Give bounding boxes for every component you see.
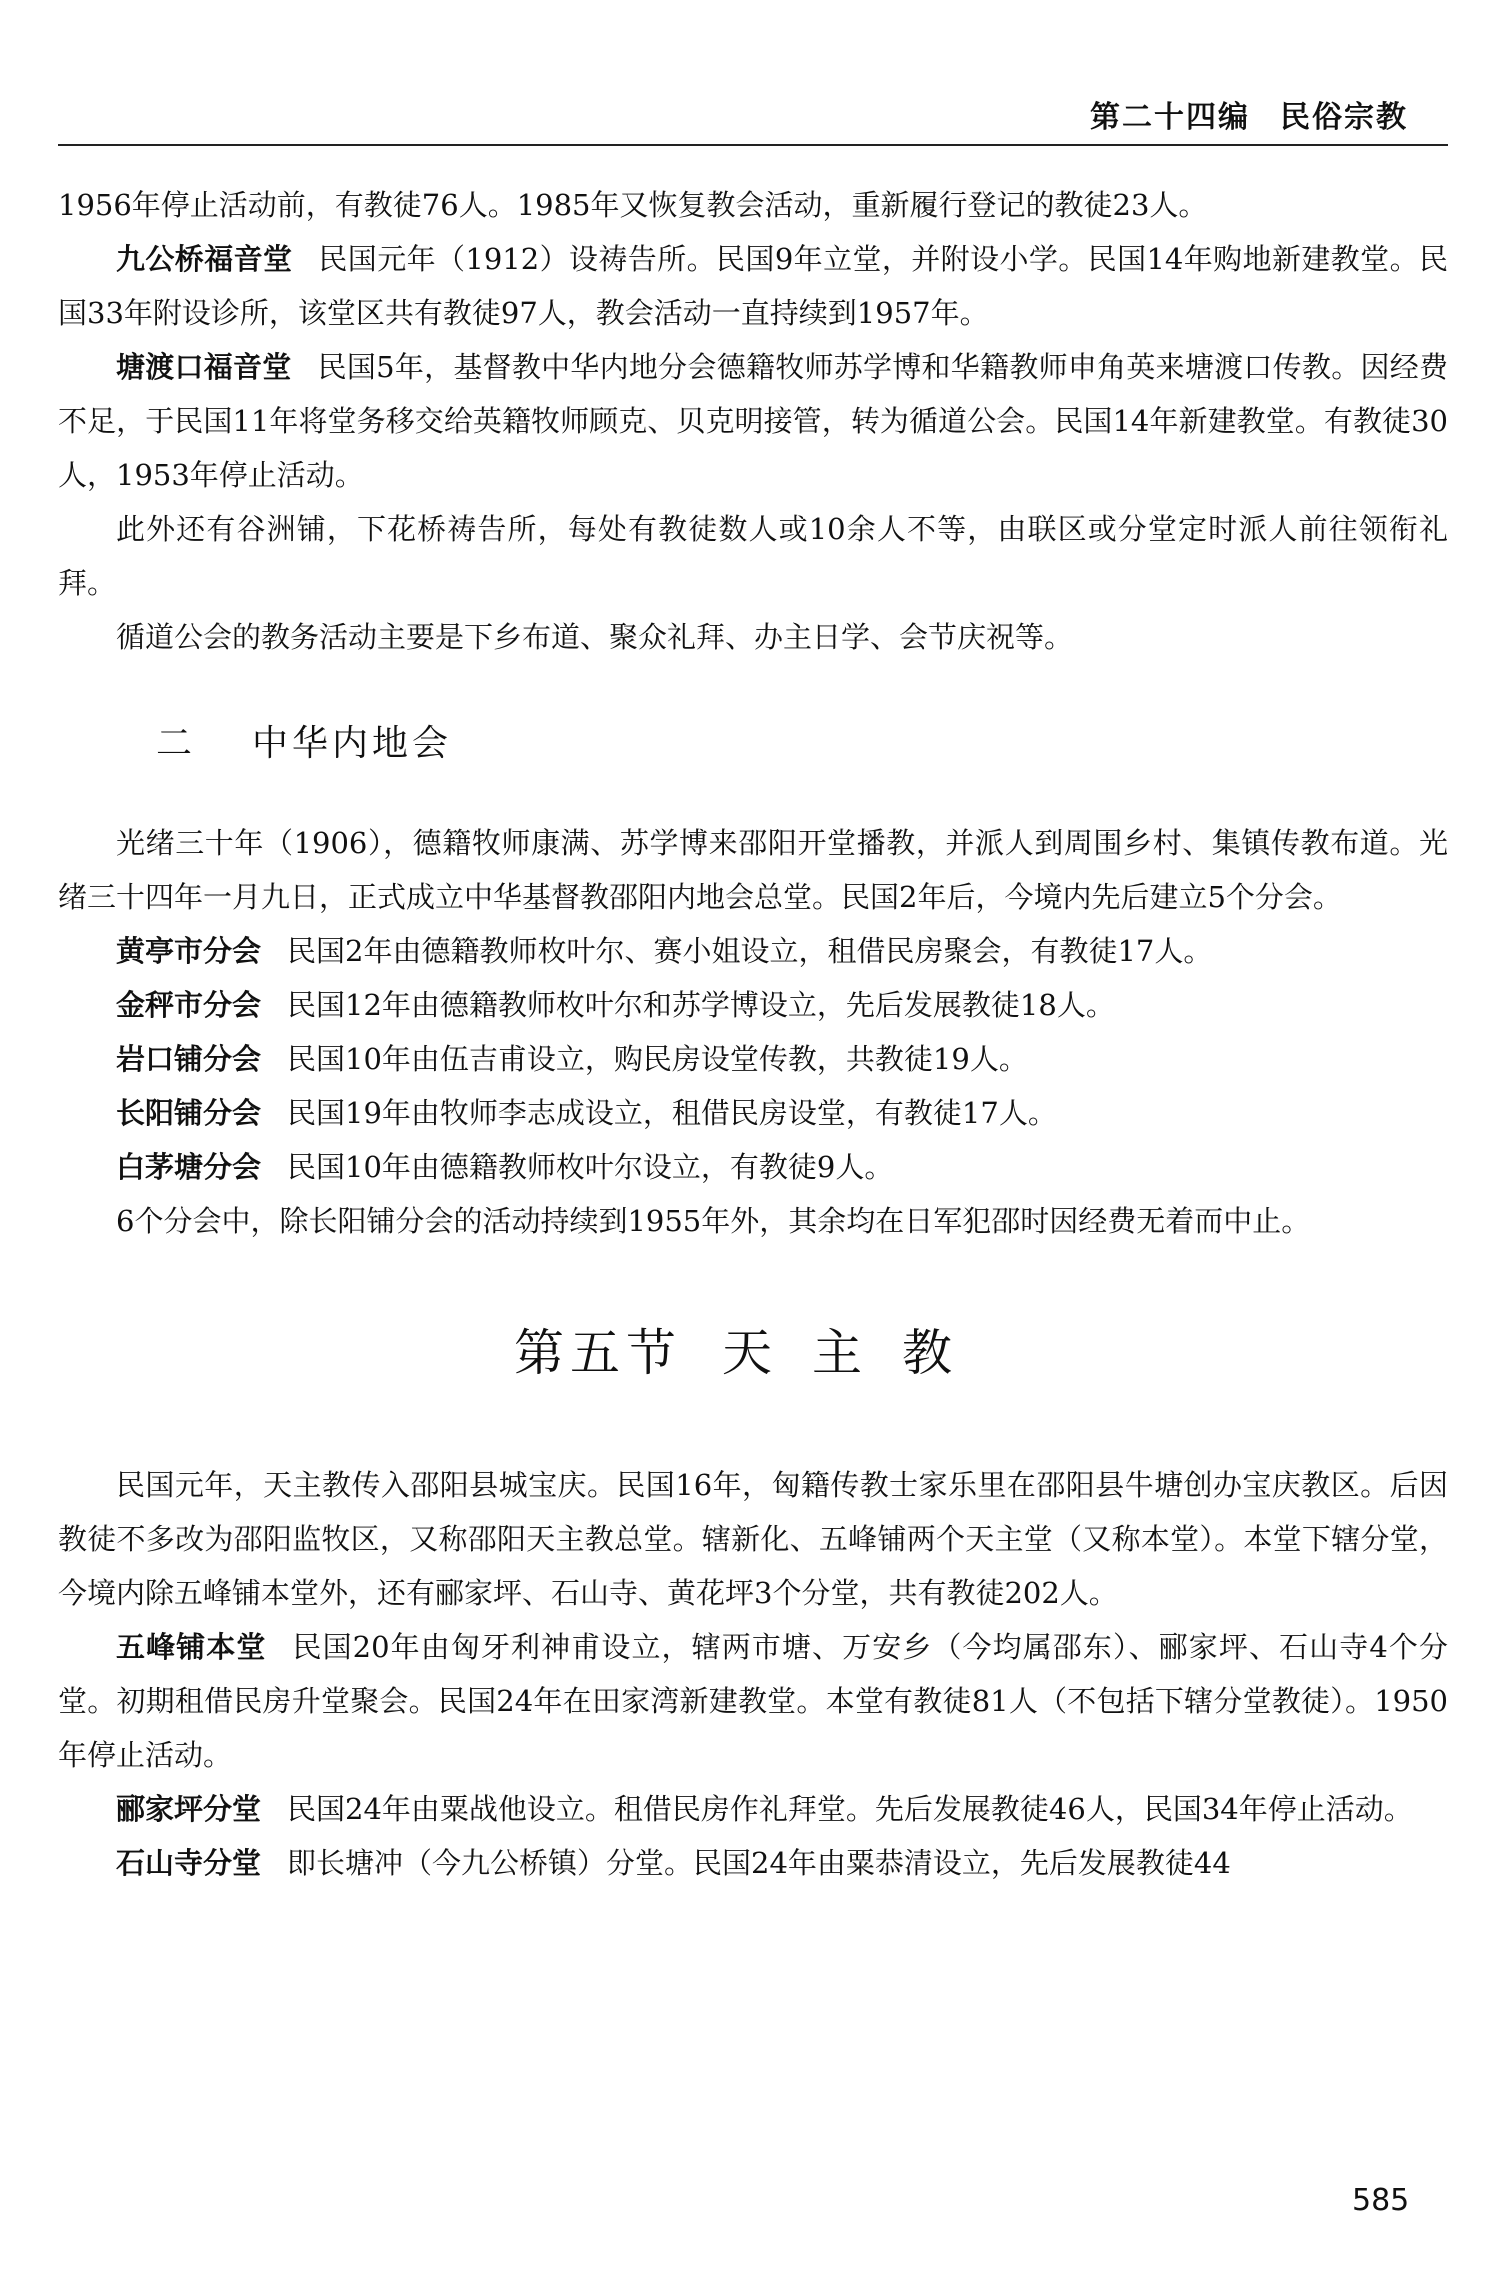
paragraph-heading: 黄亭市分会 bbox=[116, 934, 262, 968]
paragraph bbox=[58, 1620, 1448, 1782]
paragraph bbox=[58, 178, 1448, 232]
paragraph-text: 循道公会的教务活动主要是下乡布道、聚众礼拜、办主日学、会节庆祝等。 bbox=[116, 620, 1074, 654]
paragraph-text: 民国元年，天主教传入邵阳县城宝庆。民国16年，匈籍传教士家乐里在邵阳县牛塘创办宝庆教区。后因教徒不多改为邵阳监牧区，又称邵阳天主教总堂。辖新化、五峰铺两个天主堂（又称本堂）。本堂下辖分堂，今境内除五峰铺本堂外，还有郦家坪、石山寺、黄花坪3个分堂，共有教徒202人。 bbox=[58, 1468, 1448, 1610]
paragraph-text: 民国24年由粟战他设立。租借民房作礼拜堂。先后发展教徒46人，民国34年停止活动。 bbox=[287, 1792, 1413, 1826]
page-body bbox=[58, 178, 1448, 1890]
paragraph-text: 1956年停止活动前，有教徒76人。1985年又恢复教会活动，重新履行登记的教徒23人。 bbox=[58, 188, 1208, 222]
paragraph-heading: 石山寺分堂 bbox=[116, 1846, 262, 1880]
header-part: 第二十四编 bbox=[1090, 100, 1250, 135]
paragraph-text: 民国20年由匈牙利神甫设立，辖两市塘、万安乡（今均属邵东）、郦家坪、石山寺4个分堂。初期租借民房升堂聚会。民国24年在田家湾新建教堂。本堂有教徒81人（不包括下辖分堂教徒）。1950年停止活动。 bbox=[58, 1630, 1448, 1772]
paragraph bbox=[58, 1836, 1448, 1890]
paragraph-heading: 金秤市分会 bbox=[116, 988, 262, 1022]
paragraph-heading: 郦家坪分堂 bbox=[116, 1792, 262, 1826]
header-rule bbox=[58, 144, 1448, 146]
paragraph-heading: 白茅塘分会 bbox=[116, 1150, 262, 1184]
paragraph-text: 民国5年，基督教中华内地分会德籍牧师苏学博和华籍教师申角英来塘渡口传教。因经费不足，于民国11年将堂务移交给英籍牧师顾克、贝克明接管，转为循道公会。民国14年新建教堂。有教徒30人，1953年停止活动。 bbox=[58, 350, 1448, 492]
paragraph-text: 民国2年由德籍教师枚叶尔、赛小姐设立，租借民房聚会，有教徒17人。 bbox=[287, 934, 1213, 968]
paragraph bbox=[58, 232, 1448, 340]
paragraph bbox=[58, 502, 1448, 610]
paragraph-text: 即长塘冲（今九公桥镇）分堂。民国24年由粟恭清设立，先后发展教徒44 bbox=[287, 1846, 1231, 1880]
running-header bbox=[1090, 92, 1408, 136]
paragraph bbox=[58, 1782, 1448, 1836]
section-heading bbox=[58, 1318, 1448, 1388]
paragraph bbox=[58, 924, 1448, 978]
paragraph-text: 民国19年由牧师李志成设立，租借民房设堂，有教徒17人。 bbox=[287, 1096, 1057, 1130]
page-number: 585 bbox=[1352, 2183, 1410, 2218]
subsection-heading bbox=[58, 714, 1448, 774]
paragraph-text: 此外还有谷洲铺，下花桥祷告所，每处有教徒数人或10余人不等，由联区或分堂定时派人前往领衔礼拜。 bbox=[58, 512, 1448, 600]
subsection-title: 中华内地会 bbox=[252, 723, 453, 764]
paragraph bbox=[58, 816, 1448, 924]
paragraph-text: 民国10年由德籍教师枚叶尔设立，有教徒9人。 bbox=[287, 1150, 894, 1184]
paragraph-heading: 五峰铺本堂 bbox=[116, 1630, 267, 1664]
section-title: 天主教 bbox=[722, 1324, 992, 1382]
paragraph-heading: 长阳铺分会 bbox=[116, 1096, 262, 1130]
paragraph-heading: 塘渡口福音堂 bbox=[116, 350, 292, 384]
paragraph-heading: 岩口铺分会 bbox=[116, 1042, 262, 1076]
paragraph bbox=[58, 1086, 1448, 1140]
section-number: 第五节 bbox=[514, 1324, 682, 1382]
paragraph bbox=[58, 610, 1448, 664]
paragraph bbox=[58, 1194, 1448, 1248]
paragraph bbox=[58, 340, 1448, 502]
paragraph-heading: 九公桥福音堂 bbox=[116, 242, 293, 276]
paragraph bbox=[58, 978, 1448, 1032]
paragraph-text: 民国12年由德籍教师枚叶尔和苏学博设立，先后发展教徒18人。 bbox=[287, 988, 1115, 1022]
header-title: 民俗宗教 bbox=[1280, 100, 1408, 135]
paragraph-text: 光绪三十年（1906），德籍牧师康满、苏学博来邵阳开堂播教，并派人到周围乡村、集镇传教布道。光绪三十四年一月九日，正式成立中华基督教邵阳内地会总堂。民国2年后，今境内先后建立5个分会。 bbox=[58, 826, 1448, 914]
paragraph bbox=[58, 1032, 1448, 1086]
paragraph-text: 民国10年由伍吉甫设立，购民房设堂传教，共教徒19人。 bbox=[287, 1042, 1028, 1076]
paragraph-text: 6个分会中，除长阳铺分会的活动持续到1955年外，其余均在日军犯邵时因经费无着而中止。 bbox=[116, 1204, 1311, 1238]
subsection-number: 二 bbox=[156, 723, 197, 764]
paragraph bbox=[58, 1458, 1448, 1620]
paragraph bbox=[58, 1140, 1448, 1194]
paragraph-text: 民国元年（1912）设祷告所。民国9年立堂，并附设小学。民国14年购地新建教堂。民国33年附设诊所，该堂区共有教徒97人，教会活动一直持续到1957年。 bbox=[58, 242, 1448, 330]
